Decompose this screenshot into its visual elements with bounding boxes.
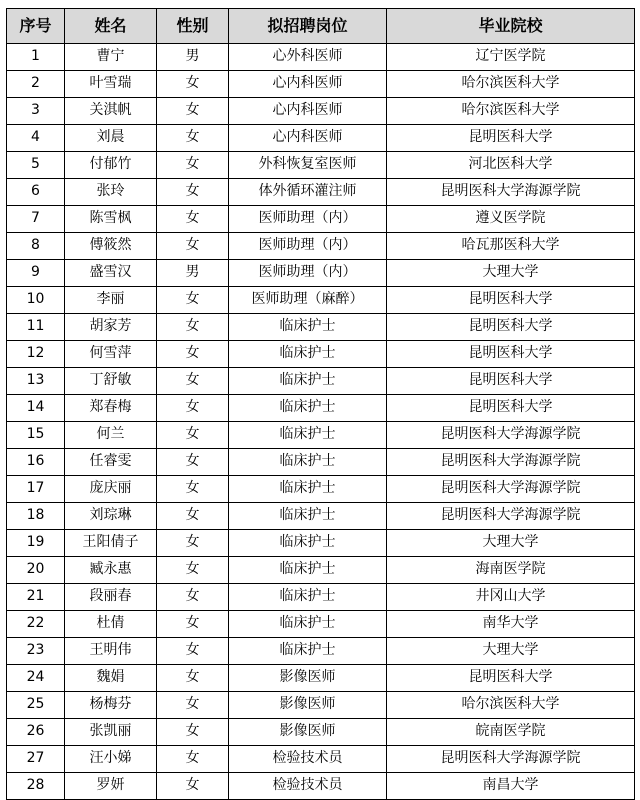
cell-position: 心外科医师 [229,44,387,71]
cell-name: 汪小娣 [65,746,157,773]
table-row [7,692,635,719]
cell-index: 10 [7,287,65,314]
cell-index: 23 [7,638,65,665]
table-row [7,287,635,314]
table-row [7,44,635,71]
cell-position: 医师助理（内） [229,233,387,260]
cell-school: 昆明医科大学 [387,314,635,341]
cell-position: 医师助理（内） [229,260,387,287]
cell-name: 胡家芳 [65,314,157,341]
column-header-gender: 性别 [157,9,229,44]
cell-index: 15 [7,422,65,449]
cell-gender: 女 [157,287,229,314]
table-row [7,233,635,260]
cell-position: 影像医师 [229,719,387,746]
cell-gender: 女 [157,98,229,125]
table-row [7,422,635,449]
cell-index: 14 [7,395,65,422]
cell-position: 临床护士 [229,395,387,422]
cell-gender: 女 [157,341,229,368]
table-row [7,584,635,611]
table-row [7,260,635,287]
cell-school: 昆明医科大学海源学院 [387,449,635,476]
table-row [7,341,635,368]
cell-name: 王明伟 [65,638,157,665]
cell-index: 20 [7,557,65,584]
cell-school: 昆明医科大学 [387,287,635,314]
cell-index: 4 [7,125,65,152]
table-body [7,44,635,800]
cell-gender: 女 [157,692,229,719]
cell-index: 12 [7,341,65,368]
cell-school: 大理大学 [387,638,635,665]
cell-gender: 女 [157,314,229,341]
cell-index: 6 [7,179,65,206]
cell-gender: 女 [157,476,229,503]
table-row [7,476,635,503]
table-row [7,179,635,206]
table-row [7,530,635,557]
cell-position: 临床护士 [229,449,387,476]
cell-index: 28 [7,773,65,800]
table-row [7,152,635,179]
cell-gender: 女 [157,773,229,800]
table-row [7,449,635,476]
cell-name: 曹宁 [65,44,157,71]
cell-gender: 女 [157,206,229,233]
cell-name: 魏娟 [65,665,157,692]
cell-name: 杨梅芬 [65,692,157,719]
table-header-row [7,9,635,44]
cell-school: 昆明医科大学 [387,665,635,692]
table-row [7,557,635,584]
table-row [7,719,635,746]
cell-school: 昆明医科大学 [387,125,635,152]
cell-index: 5 [7,152,65,179]
cell-position: 临床护士 [229,476,387,503]
cell-name: 张凯丽 [65,719,157,746]
cell-position: 心内科医师 [229,71,387,98]
cell-position: 临床护士 [229,530,387,557]
cell-index: 7 [7,206,65,233]
cell-name: 叶雪瑞 [65,71,157,98]
cell-school: 昆明医科大学海源学院 [387,746,635,773]
cell-index: 27 [7,746,65,773]
cell-name: 任睿雯 [65,449,157,476]
cell-index: 24 [7,665,65,692]
cell-index: 17 [7,476,65,503]
cell-name: 陈雪枫 [65,206,157,233]
column-header-name: 姓名 [65,9,157,44]
cell-name: 张玲 [65,179,157,206]
cell-name: 杜倩 [65,611,157,638]
cell-gender: 女 [157,368,229,395]
cell-gender: 女 [157,395,229,422]
cell-index: 9 [7,260,65,287]
cell-position: 医师助理（麻醉） [229,287,387,314]
cell-name: 段丽春 [65,584,157,611]
cell-gender: 女 [157,179,229,206]
table-row [7,395,635,422]
cell-position: 临床护士 [229,368,387,395]
cell-index: 16 [7,449,65,476]
cell-school: 昆明医科大学海源学院 [387,422,635,449]
cell-position: 临床护士 [229,503,387,530]
cell-position: 临床护士 [229,638,387,665]
cell-position: 临床护士 [229,557,387,584]
cell-name: 王阳倩子 [65,530,157,557]
cell-gender: 女 [157,449,229,476]
cell-name: 傅筱然 [65,233,157,260]
cell-school: 遵义医学院 [387,206,635,233]
cell-position: 影像医师 [229,692,387,719]
cell-name: 臧永惠 [65,557,157,584]
table-row [7,746,635,773]
table-row [7,503,635,530]
table-row [7,638,635,665]
cell-school: 皖南医学院 [387,719,635,746]
cell-school: 哈尔滨医科大学 [387,71,635,98]
cell-name: 刘琮琳 [65,503,157,530]
cell-gender: 女 [157,233,229,260]
cell-school: 河北医科大学 [387,152,635,179]
cell-position: 临床护士 [229,341,387,368]
cell-gender: 女 [157,125,229,152]
cell-index: 25 [7,692,65,719]
table-row [7,206,635,233]
cell-position: 心内科医师 [229,125,387,152]
cell-name: 李丽 [65,287,157,314]
table-row [7,368,635,395]
cell-name: 关淇帆 [65,98,157,125]
cell-name: 罗妍 [65,773,157,800]
cell-gender: 女 [157,719,229,746]
cell-school: 海南医学院 [387,557,635,584]
cell-school: 昆明医科大学 [387,368,635,395]
cell-school: 大理大学 [387,530,635,557]
cell-name: 何兰 [65,422,157,449]
cell-school: 昆明医科大学海源学院 [387,476,635,503]
cell-school: 哈尔滨医科大学 [387,692,635,719]
column-header-index: 序号 [7,9,65,44]
cell-gender: 女 [157,611,229,638]
cell-gender: 女 [157,557,229,584]
table-row [7,314,635,341]
cell-gender: 女 [157,503,229,530]
cell-name: 盛雪汉 [65,260,157,287]
cell-position: 临床护士 [229,584,387,611]
cell-position: 临床护士 [229,314,387,341]
cell-index: 11 [7,314,65,341]
table-row [7,665,635,692]
table-header [7,9,635,44]
cell-school: 南昌大学 [387,773,635,800]
cell-index: 22 [7,611,65,638]
cell-index: 1 [7,44,65,71]
cell-position: 外科恢复室医师 [229,152,387,179]
cell-index: 18 [7,503,65,530]
cell-gender: 女 [157,422,229,449]
cell-index: 26 [7,719,65,746]
cell-position: 检验技术员 [229,773,387,800]
cell-school: 昆明医科大学 [387,341,635,368]
column-header-position: 拟招聘岗位 [229,9,387,44]
cell-gender: 女 [157,665,229,692]
table-row [7,611,635,638]
cell-school: 辽宁医学院 [387,44,635,71]
cell-school: 哈瓦那医科大学 [387,233,635,260]
column-header-school: 毕业院校 [387,9,635,44]
cell-name: 刘晨 [65,125,157,152]
cell-index: 21 [7,584,65,611]
cell-gender: 男 [157,260,229,287]
cell-position: 检验技术员 [229,746,387,773]
table-row [7,98,635,125]
cell-gender: 男 [157,44,229,71]
table-row [7,125,635,152]
cell-school: 大理大学 [387,260,635,287]
cell-school: 井冈山大学 [387,584,635,611]
cell-position: 临床护士 [229,422,387,449]
cell-position: 影像医师 [229,665,387,692]
cell-index: 8 [7,233,65,260]
recruitment-table [6,8,635,800]
cell-index: 13 [7,368,65,395]
cell-name: 郑春梅 [65,395,157,422]
cell-school: 南华大学 [387,611,635,638]
cell-index: 19 [7,530,65,557]
cell-gender: 女 [157,152,229,179]
cell-gender: 女 [157,638,229,665]
cell-position: 医师助理（内） [229,206,387,233]
cell-index: 3 [7,98,65,125]
cell-name: 丁舒敏 [65,368,157,395]
cell-school: 昆明医科大学海源学院 [387,179,635,206]
cell-gender: 女 [157,746,229,773]
cell-name: 何雪萍 [65,341,157,368]
cell-position: 体外循环灌注师 [229,179,387,206]
table-row [7,773,635,800]
cell-name: 庞庆丽 [65,476,157,503]
cell-school: 昆明医科大学 [387,395,635,422]
cell-gender: 女 [157,530,229,557]
cell-index: 2 [7,71,65,98]
cell-gender: 女 [157,584,229,611]
cell-school: 昆明医科大学海源学院 [387,503,635,530]
cell-name: 付郁竹 [65,152,157,179]
cell-school: 哈尔滨医科大学 [387,98,635,125]
cell-position: 临床护士 [229,611,387,638]
cell-position: 心内科医师 [229,98,387,125]
table-row [7,71,635,98]
cell-gender: 女 [157,71,229,98]
